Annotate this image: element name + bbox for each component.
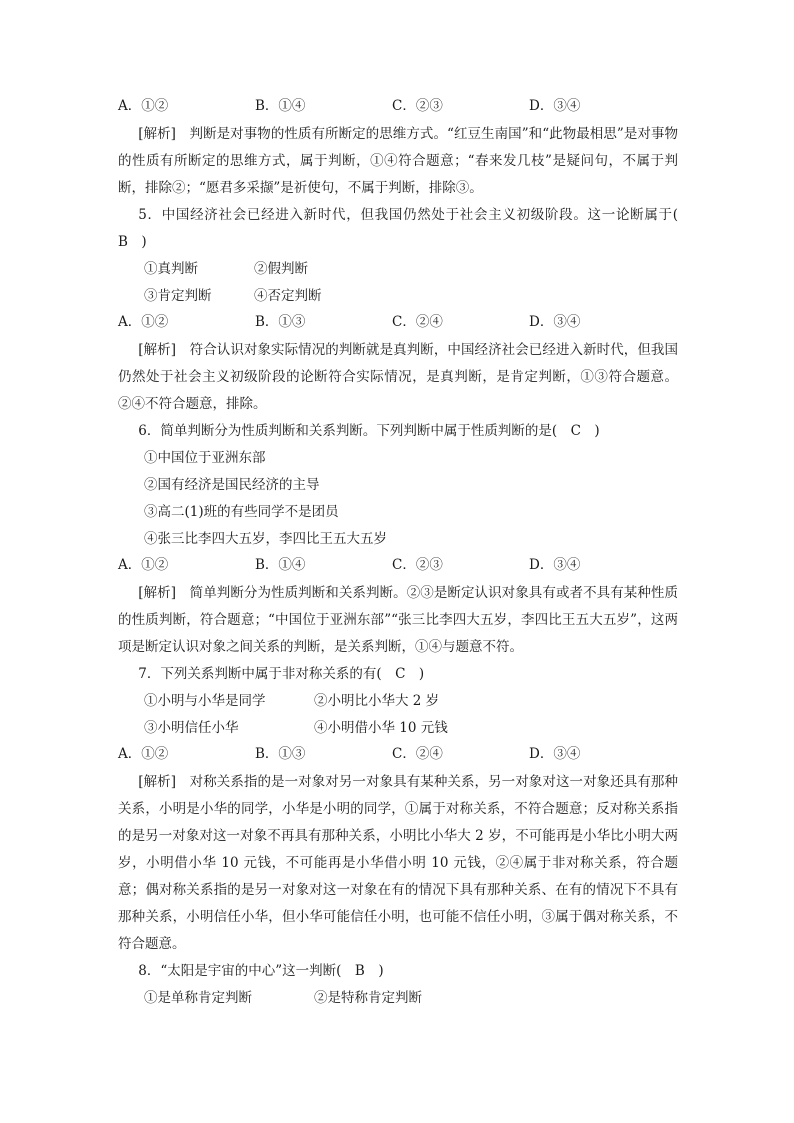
statement-1: ①真判断 bbox=[144, 261, 198, 277]
option-d: D．③④ bbox=[529, 98, 581, 114]
statement-4: ④否定判断 bbox=[254, 288, 322, 304]
q6-statement-2: ②国有经济是国民经济的主导 bbox=[144, 477, 320, 493]
q6-question: 6．简单判断分为性质判断和关系判断。下列判断中属于性质判断的是( C ) bbox=[138, 423, 600, 439]
option-c: C．②④ bbox=[392, 314, 443, 330]
q4-analysis: [解析] 判断是对事物的性质有所断定的思维方式。“红豆生南国”和“此物最相思”是对事物的性质有所断定的思维方式，属于判断，①④符合题意；“春来发几枝”是疑问句，不属于判断，排除②；“愿君多采撷”是祈使句，不属于判断，排除③。 bbox=[118, 126, 678, 196]
option-b: B．①③ bbox=[255, 746, 306, 762]
q8-question: 8．“太阳是宇宙的中心”这一判断( B ) bbox=[138, 963, 384, 979]
option-c: C．②③ bbox=[392, 98, 443, 114]
question-content bbox=[118, 94, 692, 1012]
q6-statement-4: ④张三比李四大五岁，李四比王五大五岁 bbox=[144, 531, 387, 547]
option-d: D．③④ bbox=[529, 557, 581, 573]
option-c: C．②③ bbox=[392, 557, 443, 573]
statement-3: ③肯定判断 bbox=[144, 288, 212, 304]
q7-question: 7．下列关系判断中属于非对称关系的有( C ) bbox=[138, 666, 425, 682]
q7-analysis: [解析] 对称关系指的是一对象对另一对象具有某种关系，另一对象对这一对象还具有那种关系，小明是小华的同学，小华是小明的同学，①属于对称关系，不符合题意；反对称关系指的是另一对象对这一对象不再具有那种关系，小明比小华大 2 岁，不可能再是小华比小明大两岁，小明借小华 10 元钱，不可能再是小华借小明 10 元钱，②④属于非对称关系，符合题意；偶对称关系指的是另一对象对这一对象在有的情况下具有那种关系、在有的情况下不具有那种关系，小明信任小华，但小华可能信任小明，也可能不信任小明，③属于偶对称关系，不符合题意。 bbox=[118, 774, 678, 952]
q5-options bbox=[118, 310, 678, 334]
q4-options bbox=[118, 94, 678, 118]
q7-statements-row1 bbox=[118, 688, 678, 715]
option-d: D．③④ bbox=[529, 746, 581, 762]
statement-2: ②假判断 bbox=[254, 261, 308, 277]
q7-statements-row2 bbox=[118, 715, 678, 742]
q6-options bbox=[118, 553, 678, 577]
statement-2: ②是特称肯定判断 bbox=[314, 990, 422, 1006]
statement-4: ④小明借小华 10 元钱 bbox=[314, 720, 448, 736]
q5-question: 5．中国经济社会已经进入新时代，但我国仍然处于社会主义初级阶段。这一论断属于( B ) bbox=[118, 207, 692, 250]
q5-analysis: [解析] 符合认识对象实际情况的判断就是真判断，中国经济社会已经进入新时代，但我国仍然处于社会主义初级阶段的论断符合实际情况，是真判断，是肯定判断，①③符合题意。②④不符合题意，排除。 bbox=[118, 342, 678, 412]
q6-statement-3: ③高二(1)班的有些同学不是团员 bbox=[144, 504, 339, 520]
q6-statement-1: ①中国位于亚洲东部 bbox=[144, 450, 266, 466]
option-a: A．①② bbox=[118, 746, 169, 762]
q5-statements-row1 bbox=[118, 256, 678, 283]
option-a: A．①② bbox=[118, 314, 169, 330]
option-a: A．①② bbox=[118, 98, 169, 114]
statement-1: ①是单称肯定判断 bbox=[144, 990, 252, 1006]
option-c: C．②④ bbox=[392, 746, 443, 762]
option-b: B．①③ bbox=[255, 314, 306, 330]
option-a: A．①② bbox=[118, 557, 169, 573]
q6-analysis: [解析] 简单判断分为性质判断和关系判断。②③是断定认识对象具有或者不具有某种性质的性质判断，符合题意；“中国位于亚洲东部”“张三比李四大五岁，李四比王五大五岁”，这两项是断定认识对象之间关系的判断，是关系判断，①④与题意不符。 bbox=[118, 585, 678, 655]
option-b: B．①④ bbox=[255, 98, 306, 114]
q5-statements-row2 bbox=[118, 283, 678, 310]
statement-3: ③小明信任小华 bbox=[144, 720, 239, 736]
q8-statements-row1 bbox=[118, 985, 678, 1012]
q7-options bbox=[118, 742, 678, 766]
statement-2: ②小明比小华大 2 岁 bbox=[314, 693, 440, 709]
option-d: D．③④ bbox=[529, 314, 581, 330]
statement-1: ①小明与小华是同学 bbox=[144, 693, 266, 709]
option-b: B．①④ bbox=[255, 557, 306, 573]
